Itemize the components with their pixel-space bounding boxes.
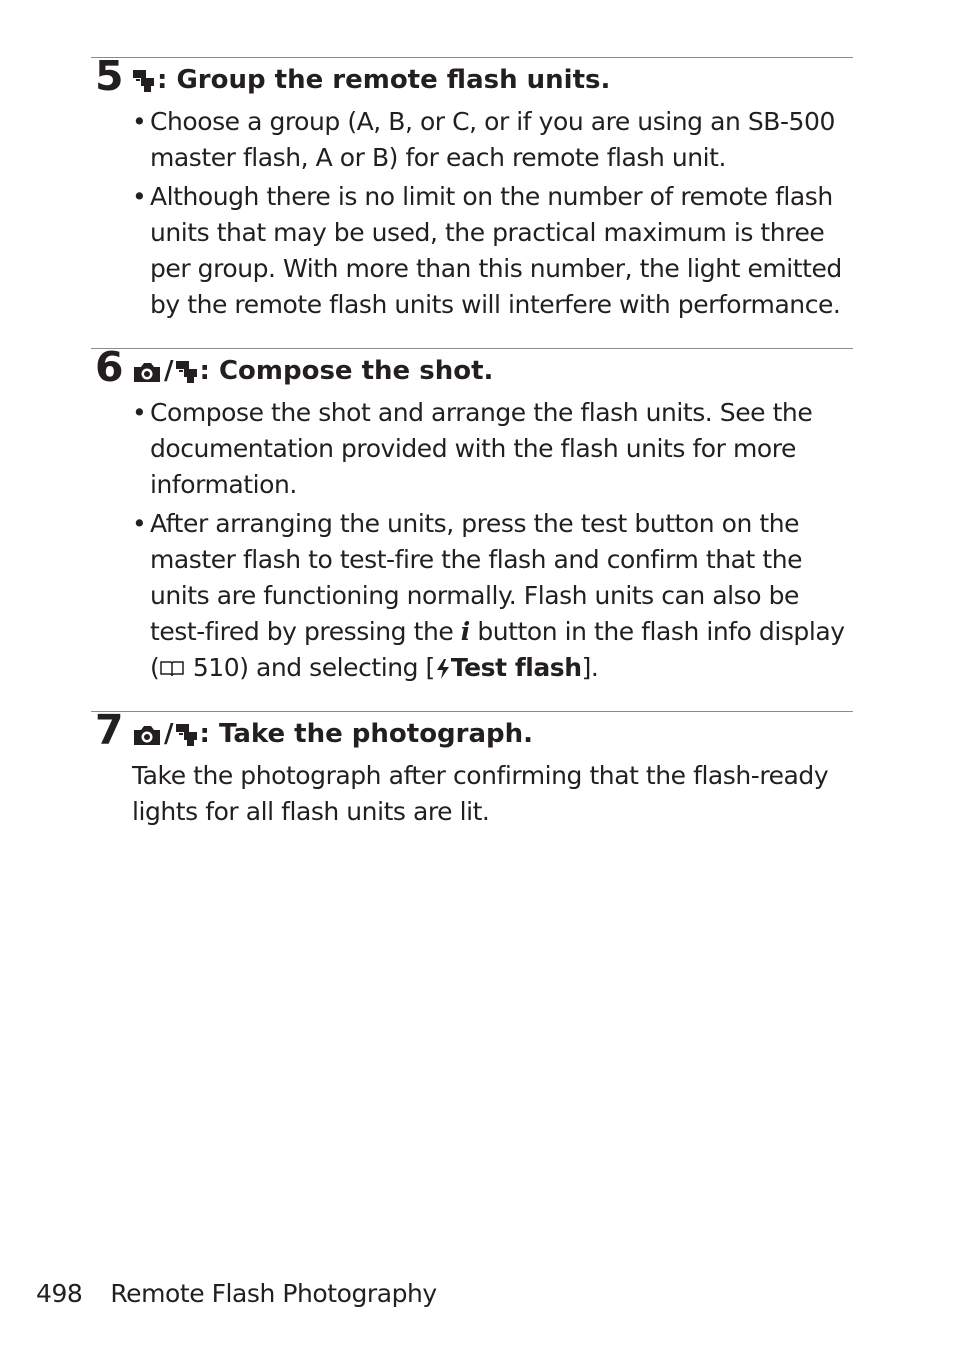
camera-icon: [132, 716, 162, 752]
list-item: • Compose the shot and arrange the flash units. See the documentation provided with the flash units for more information.: [132, 398, 813, 499]
step-title: / : Compose the shot.: [132, 353, 493, 389]
remote-flash-icon: [132, 62, 156, 98]
flash-icon: [435, 653, 451, 682]
step-6: [91, 343, 853, 689]
step-heading: [91, 52, 853, 104]
step-title-text: : Compose the shot.: [199, 356, 494, 386]
menu-item-test-flash: Test flash: [450, 653, 582, 682]
info-i-icon: 𝒊: [460, 617, 470, 646]
bullet-list: [91, 395, 853, 686]
step-title: [132, 62, 610, 98]
camera-icon: [132, 353, 162, 389]
remote-flash-icon: [175, 716, 199, 752]
page-footer: [36, 1276, 437, 1312]
list-item: • Choose a group (A, B, or C, or if you are using an SB-500 master flash, A or B) for each remote flash unit.: [132, 107, 835, 172]
step-7: [91, 706, 853, 830]
step-heading: [91, 343, 853, 395]
step-title-text: : Group the remote flash units.: [157, 65, 611, 95]
bullet-list: [91, 104, 853, 323]
step-body-text: Take the photograph after confirming that the flash-ready lights for all flash units are lit.: [132, 761, 829, 826]
step-title-text: : Take the photograph.: [199, 719, 534, 749]
section-title: Remote Flash Photography: [110, 1279, 437, 1308]
step-title: / : Take the photograph.: [132, 716, 533, 752]
step-5: [91, 52, 853, 326]
step-number: 7: [95, 706, 123, 754]
list-item: • Although there is no limit on the number of remote flash units that may be used, the practical maximum is three per group. With more than this number, the light emitted by the remote flash units will interfere with performance.: [132, 182, 842, 319]
page-number: 498: [36, 1279, 83, 1308]
remote-flash-icon: [175, 353, 199, 389]
page-reference: 510: [192, 653, 240, 682]
step-number: 6: [95, 343, 123, 391]
book-icon: [159, 653, 185, 682]
step-heading: [91, 706, 853, 758]
step-number: 5: [95, 52, 123, 100]
list-item: • After arranging the units, press the test button on the master flash to test-fire the flash and confirm that the units are functioning normally. Flash units can also be test-fired by pressing the 𝒊 button in the flash info display ( 510) and selecting [ Test flash].: [132, 509, 845, 682]
